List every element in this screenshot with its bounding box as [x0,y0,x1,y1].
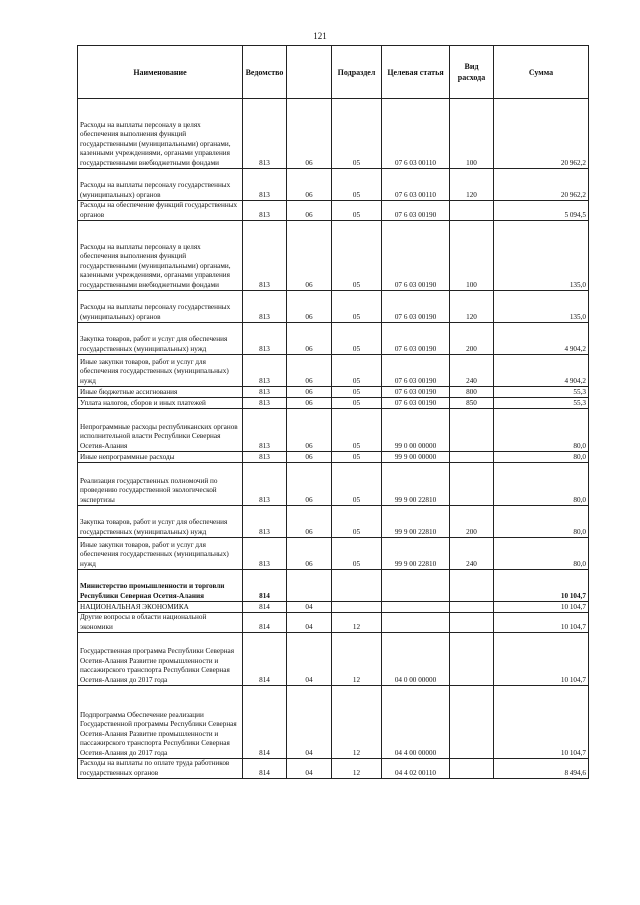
row-target [382,570,450,602]
row-name: Реализация государственных полномочий по проведению государственной экологической экспертизы [78,463,243,506]
row-subsection: 05 [332,506,382,538]
row-name: Подпрограмма Обеспечение реализации Государственной программы Республики Северная Осетия-Алания Развитие промышленности и пассажирского транспорта Республики Северная Осетия-Алания до 2017 года [78,686,243,759]
row-target [382,602,450,613]
row-subsection: 05 [332,463,382,506]
row-department: 813 [243,506,287,538]
row-target: 07 6 03 00190 [382,221,450,291]
row-department: 813 [243,201,287,221]
row-target: 07 6 03 00190 [382,323,450,355]
header-department: Ведомство [243,46,287,99]
row-section: 06 [287,506,332,538]
row-department: 814 [243,613,287,633]
row-department: 813 [243,452,287,463]
row-department: 813 [243,409,287,452]
row-section: 04 [287,686,332,759]
table-row [78,99,589,169]
table-row [78,452,589,463]
row-target: 04 0 00 00000 [382,633,450,686]
row-subsection: 05 [332,323,382,355]
row-target: 07 6 03 00190 [382,398,450,409]
row-name: Расходы на выплаты по оплате труда работников государственных органов [78,759,243,779]
row-name: Министерство промышленности и торговли Республики Северная Осетия-Алания [78,570,243,602]
row-sum: 80,0 [494,538,589,570]
row-sum: 55,3 [494,398,589,409]
row-target: 07 6 03 00110 [382,99,450,169]
row-sum: 55,3 [494,387,589,398]
row-sum: 10 104,7 [494,602,589,613]
table-row [78,291,589,323]
row-target: 99 9 00 22810 [382,463,450,506]
row-subsection: 05 [332,291,382,323]
table-row [78,759,589,779]
row-section: 06 [287,409,332,452]
row-name: Уплата налогов, сборов и иных платежей [78,398,243,409]
row-subsection: 05 [332,452,382,463]
row-subsection: 05 [332,169,382,201]
row-target: 07 6 03 00190 [382,201,450,221]
row-target: 99 0 00 00000 [382,409,450,452]
row-target: 04 4 00 00000 [382,686,450,759]
row-subsection: 12 [332,759,382,779]
row-name: Иные непрограммные расходы [78,452,243,463]
header-expense-type: Вид расхода [450,46,494,99]
row-department: 813 [243,291,287,323]
row-name: Иные закупки товаров, работ и услуг для обеспечения государственных (муниципальных) нужд [78,538,243,570]
header-subsection: Подраздел [332,46,382,99]
row-sum: 10 104,7 [494,613,589,633]
row-department: 813 [243,398,287,409]
table-row [78,169,589,201]
row-section: 06 [287,291,332,323]
row-expense-type: 240 [450,538,494,570]
row-target: 99 9 00 00000 [382,452,450,463]
row-expense-type: 800 [450,387,494,398]
row-expense-type: 100 [450,99,494,169]
row-target: 07 6 03 00190 [382,291,450,323]
row-sum: 135,0 [494,221,589,291]
table-row [78,613,589,633]
row-name: Закупка товаров, работ и услуг для обеспечения государственных (муниципальных) нужд [78,506,243,538]
row-expense-type: 850 [450,398,494,409]
row-sum: 5 094,5 [494,201,589,221]
row-name: НАЦИОНАЛЬНАЯ ЭКОНОМИКА [78,602,243,613]
table-row [78,686,589,759]
row-sum: 80,0 [494,506,589,538]
table-row [78,387,589,398]
row-section: 06 [287,398,332,409]
row-subsection: 05 [332,398,382,409]
row-target: 99 9 00 22810 [382,538,450,570]
row-target: 07 6 03 00110 [382,169,450,201]
row-name: Расходы на выплаты персоналу в целях обеспечения выполнения функций государственными (муниципальными) органами, казенными учреждениями, органами управления государственными внебюджетными фондами [78,221,243,291]
row-name: Закупка товаров, работ и услуг для обеспечения государственных (муниципальных) нужд [78,323,243,355]
row-name: Иные бюджетные ассигнования [78,387,243,398]
table-row [78,538,589,570]
row-expense-type [450,452,494,463]
row-department: 814 [243,602,287,613]
row-subsection: 05 [332,538,382,570]
row-department: 813 [243,463,287,506]
row-expense-type [450,686,494,759]
row-name: Расходы на выплаты персоналу государственных (муниципальных) органов [78,291,243,323]
row-expense-type [450,570,494,602]
row-target: 04 4 02 00110 [382,759,450,779]
table-row [78,506,589,538]
budget-table [77,45,589,779]
row-subsection: 12 [332,686,382,759]
row-section: 06 [287,452,332,463]
row-subsection: 12 [332,613,382,633]
row-sum: 80,0 [494,452,589,463]
row-expense-type [450,463,494,506]
row-section: 06 [287,463,332,506]
row-expense-type: 200 [450,506,494,538]
row-department: 813 [243,99,287,169]
row-target [382,613,450,633]
row-sum: 80,0 [494,463,589,506]
row-sum: 10 104,7 [494,633,589,686]
row-sum: 80,0 [494,409,589,452]
table-row [78,398,589,409]
row-section: 04 [287,759,332,779]
row-department: 813 [243,221,287,291]
row-expense-type [450,759,494,779]
row-section: 04 [287,602,332,613]
row-department: 813 [243,387,287,398]
table-row [78,463,589,506]
row-subsection [332,570,382,602]
row-subsection: 05 [332,221,382,291]
row-expense-type: 120 [450,291,494,323]
row-sum: 8 494,6 [494,759,589,779]
row-subsection: 12 [332,633,382,686]
row-department: 813 [243,538,287,570]
row-name: Расходы на выплаты персоналу в целях обеспечения выполнения функций государственными (муниципальными) органами, казенными учреждениями, органами управления государственными внебюджетными фондами [78,99,243,169]
row-name: Другие вопросы в области национальной экономики [78,613,243,633]
table-row [78,201,589,221]
row-expense-type: 240 [450,355,494,387]
row-section: 04 [287,613,332,633]
row-section [287,570,332,602]
row-section: 06 [287,201,332,221]
row-name: Непрограммные расходы республиканских органов исполнительной власти Республики Северная Осетия-Алания [78,409,243,452]
row-expense-type: 100 [450,221,494,291]
row-expense-type [450,613,494,633]
row-target: 99 9 00 22810 [382,506,450,538]
row-department: 814 [243,633,287,686]
row-sum: 20 962,2 [494,169,589,201]
row-expense-type [450,409,494,452]
row-subsection: 05 [332,201,382,221]
row-sum: 4 904,2 [494,355,589,387]
row-department: 813 [243,355,287,387]
table-row [78,221,589,291]
row-section: 06 [287,355,332,387]
row-target: 07 6 03 00190 [382,355,450,387]
row-subsection [332,602,382,613]
row-expense-type: 200 [450,323,494,355]
row-expense-type [450,602,494,613]
header-target: Целевая статья [382,46,450,99]
row-section: 06 [287,169,332,201]
row-subsection: 05 [332,355,382,387]
header-section [287,46,332,99]
row-sum: 10 104,7 [494,686,589,759]
row-section: 06 [287,221,332,291]
row-expense-type [450,201,494,221]
row-name: Расходы на обеспечение функций государственных органов [78,201,243,221]
row-section: 06 [287,323,332,355]
row-subsection: 05 [332,409,382,452]
row-department: 813 [243,323,287,355]
table-row [78,409,589,452]
row-sum: 4 904,2 [494,323,589,355]
row-expense-type: 120 [450,169,494,201]
row-section: 06 [287,538,332,570]
page-number: 121 [313,31,327,41]
row-sum: 135,0 [494,291,589,323]
row-department: 814 [243,686,287,759]
row-department: 814 [243,570,287,602]
row-section: 06 [287,99,332,169]
table-row [78,570,589,602]
row-subsection: 05 [332,99,382,169]
row-name: Иные закупки товаров, работ и услуг для обеспечения государственных (муниципальных) нужд [78,355,243,387]
row-sum: 10 104,7 [494,570,589,602]
header-sum: Сумма [494,46,589,99]
row-section: 04 [287,633,332,686]
header-row [78,46,589,99]
row-department: 814 [243,759,287,779]
row-target: 07 6 03 00190 [382,387,450,398]
table-row [78,602,589,613]
header-name: Наименование [78,46,243,99]
row-department: 813 [243,169,287,201]
table-row [78,323,589,355]
row-subsection: 05 [332,387,382,398]
table-row [78,633,589,686]
row-expense-type [450,633,494,686]
row-name: Расходы на выплаты персоналу государственных (муниципальных) органов [78,169,243,201]
row-name: Государственная программа Республики Северная Осетия-Алания Развитие промышленности и пассажирского транспорта Республики Северная Осетия-Алания до 2017 года [78,633,243,686]
row-section: 06 [287,387,332,398]
table-row [78,355,589,387]
row-sum: 20 962,2 [494,99,589,169]
